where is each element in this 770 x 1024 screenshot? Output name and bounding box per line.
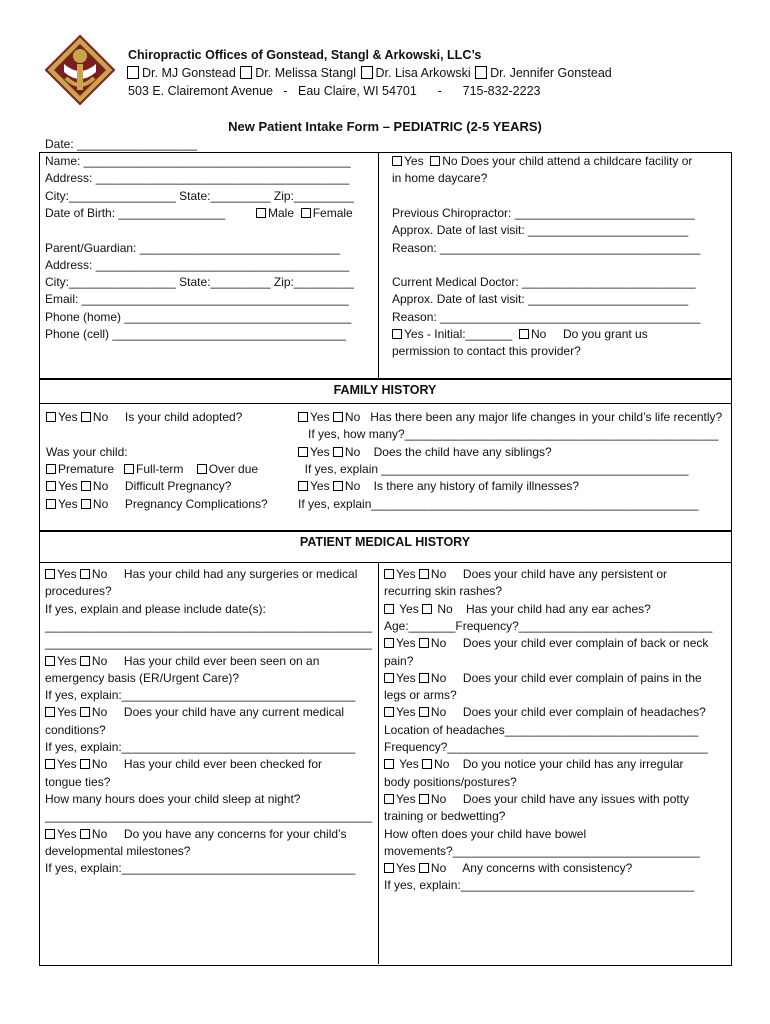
doctor-list bbox=[126, 66, 612, 80]
checkbox[interactable] bbox=[81, 412, 91, 422]
checkbox[interactable] bbox=[422, 759, 432, 769]
form-line[interactable]: If yes, explain:___________________________________ bbox=[45, 740, 356, 754]
checkbox[interactable] bbox=[46, 481, 56, 491]
form-line: legs or arms? bbox=[384, 688, 457, 703]
form-line[interactable]: Reason: _______________________________________ bbox=[392, 309, 701, 324]
form-line[interactable]: Approx. Date of last visit: ________________________ bbox=[392, 292, 689, 307]
checkbox[interactable] bbox=[45, 829, 55, 839]
form-line[interactable]: City:________________ State:_________ Zip:_________ bbox=[45, 275, 354, 290]
form-line[interactable]: City:________________ State:_________ Zip:_________ bbox=[45, 188, 354, 203]
form-line: procedures? bbox=[45, 584, 112, 599]
form-line[interactable]: Yes No Does your child ever complain of back or neck bbox=[384, 635, 708, 652]
family-history-heading: FAMILY HISTORY bbox=[333, 383, 437, 397]
doctor-name: Dr. Jennifer Gonstead bbox=[490, 66, 612, 80]
checkbox[interactable] bbox=[124, 464, 134, 474]
form-line[interactable]: Date of Birth: ________________ bbox=[45, 205, 246, 220]
form-line[interactable]: Yes No Does your child ever complain of pains in the bbox=[384, 670, 702, 687]
form-line: How many hours does your child sleep at night? bbox=[45, 791, 301, 806]
doctor-checkbox[interactable] bbox=[361, 66, 373, 79]
doctor-name: Dr. MJ Gonstead bbox=[142, 66, 236, 80]
form-line: permission to contact this provider? bbox=[392, 344, 581, 359]
checkbox[interactable] bbox=[384, 759, 394, 769]
form-line[interactable]: If yes, how many?_______________________________________________ bbox=[298, 427, 719, 442]
form-line[interactable]: Yes No Has your child had any surgeries or medical bbox=[45, 566, 357, 583]
form-line: emergency basis (ER/Urgent Care)? bbox=[45, 670, 240, 685]
form-line[interactable]: Address: ______________________________________ bbox=[45, 257, 350, 272]
form-line[interactable]: Yes - Initial:_______ No Do you grant us bbox=[392, 326, 648, 343]
form-line[interactable]: Age:_______Frequency?_____________________________ bbox=[384, 618, 713, 633]
form-line[interactable]: Yes No Do you notice your child has any irregular bbox=[384, 756, 684, 773]
checkbox[interactable] bbox=[384, 638, 394, 648]
form-title: New Patient Intake Form – PEDIATRIC (2-5 YEARS) bbox=[228, 119, 542, 134]
doctor-checkbox[interactable] bbox=[127, 66, 139, 79]
form-line[interactable]: Yes No Is there any history of family illnesses? bbox=[298, 478, 579, 495]
checkbox[interactable] bbox=[80, 707, 90, 717]
sex-checkbox[interactable] bbox=[256, 208, 266, 218]
practice-logo bbox=[44, 34, 116, 106]
checkbox[interactable] bbox=[333, 412, 343, 422]
doctor-checkbox[interactable] bbox=[240, 66, 252, 79]
checkbox[interactable] bbox=[80, 759, 90, 769]
form-line[interactable]: Premature Full-term Over due bbox=[46, 461, 258, 478]
checkbox[interactable] bbox=[384, 569, 394, 579]
form-line[interactable]: Yes No Do you have any concerns for your child’s bbox=[45, 826, 347, 843]
checkbox[interactable] bbox=[298, 447, 308, 457]
checkbox[interactable] bbox=[45, 759, 55, 769]
checkbox[interactable] bbox=[422, 604, 432, 614]
form-line[interactable]: _________________________________________________ bbox=[45, 618, 373, 633]
form-line: developmental milestones? bbox=[45, 843, 191, 858]
practice-name: Chiropractic Offices of Gonstead, Stangl & Arkowski, LLC’s bbox=[128, 48, 482, 62]
form-line[interactable]: Yes No Does your child ever complain of headaches? bbox=[384, 704, 706, 721]
form-line[interactable]: Reason: _______________________________________ bbox=[392, 240, 701, 255]
sex-option-label: Female bbox=[312, 205, 353, 220]
sex-checkbox[interactable] bbox=[301, 208, 311, 218]
form-line: tongue ties? bbox=[45, 774, 111, 789]
form-line[interactable]: Yes No Difficult Pregnancy? bbox=[46, 478, 231, 495]
checkbox[interactable] bbox=[46, 464, 56, 474]
form-line[interactable]: If yes, explain:___________________________________ bbox=[384, 878, 695, 893]
doctor-checkbox[interactable] bbox=[475, 66, 487, 79]
checkbox[interactable] bbox=[45, 656, 55, 666]
form-line: If yes, explain and please include date(s): bbox=[45, 601, 266, 616]
checkbox[interactable] bbox=[298, 481, 308, 491]
checkbox[interactable] bbox=[45, 569, 55, 579]
checkbox[interactable] bbox=[80, 569, 90, 579]
form-line[interactable]: Name: ________________________________________ bbox=[45, 154, 351, 168]
form-line[interactable]: If yes, explain ______________________________________________ bbox=[298, 461, 689, 476]
sex-option-label: Male bbox=[268, 205, 301, 220]
checkbox[interactable] bbox=[384, 604, 394, 614]
form-line: training or bedwetting? bbox=[384, 809, 506, 824]
form-line: How often does your child have bowel bbox=[384, 826, 587, 841]
form-line[interactable]: Yes No Pregnancy Complications? bbox=[46, 496, 268, 513]
checkbox[interactable] bbox=[430, 156, 440, 166]
checkbox[interactable] bbox=[197, 464, 207, 474]
form-line[interactable]: Approx. Date of last visit: ________________________ bbox=[392, 223, 689, 238]
form-line[interactable]: Yes No Has your child ever been seen on an bbox=[45, 653, 319, 670]
section-divider bbox=[39, 562, 731, 563]
form-line[interactable]: Current Medical Doctor: __________________________ bbox=[392, 275, 696, 290]
checkbox[interactable] bbox=[298, 412, 308, 422]
checkbox[interactable] bbox=[46, 499, 56, 509]
checkbox[interactable] bbox=[419, 569, 429, 579]
checkbox[interactable] bbox=[419, 638, 429, 648]
practice-address: 503 E. Clairemont Avenue - Eau Claire, WI 54701 - 715-832-2223 bbox=[128, 84, 541, 98]
checkbox[interactable] bbox=[80, 829, 90, 839]
checkbox[interactable] bbox=[81, 481, 91, 491]
form-line: Was your child: bbox=[46, 444, 128, 459]
checkbox[interactable] bbox=[419, 863, 429, 873]
checkbox[interactable] bbox=[392, 329, 402, 339]
checkbox[interactable] bbox=[419, 794, 429, 804]
form-line[interactable]: Yes No Has your child ever been checked for bbox=[45, 756, 322, 773]
form-line[interactable]: Frequency?_______________________________________ bbox=[384, 740, 708, 754]
checkbox[interactable] bbox=[384, 707, 394, 717]
form-line: pain? bbox=[384, 653, 414, 668]
form-line[interactable]: Yes No Does the child have any siblings? bbox=[298, 444, 552, 461]
doctor-name: Dr. Melissa Stangl bbox=[255, 66, 357, 80]
checkbox[interactable] bbox=[519, 329, 529, 339]
checkbox[interactable] bbox=[384, 863, 394, 873]
column-divider bbox=[378, 562, 379, 964]
checkbox[interactable] bbox=[45, 707, 55, 717]
form-line[interactable]: Email: ________________________________________ bbox=[45, 292, 349, 307]
form-line[interactable]: Phone (home) __________________________________ bbox=[45, 309, 352, 324]
checkbox[interactable] bbox=[392, 156, 402, 166]
form-line[interactable]: Address: ______________________________________ bbox=[45, 171, 350, 186]
form-line[interactable]: Yes No Does your child attend a childcare facility or bbox=[392, 153, 692, 170]
form-line: conditions? bbox=[45, 722, 106, 737]
form-line[interactable]: movements?_____________________________________ bbox=[384, 843, 700, 858]
form-line[interactable]: If yes, explain:___________________________________ bbox=[45, 688, 356, 703]
form-line: in home daycare? bbox=[392, 171, 488, 186]
checkbox[interactable] bbox=[81, 499, 91, 509]
medical-history-heading: PATIENT MEDICAL HISTORY bbox=[299, 535, 471, 549]
form-line[interactable]: _________________________________________________ bbox=[45, 636, 373, 651]
form-line[interactable]: If yes, explain_________________________________________________ bbox=[298, 496, 699, 511]
checkbox[interactable] bbox=[419, 707, 429, 717]
form-line[interactable]: Yes No Has there been any major life changes in your child’s life recently? bbox=[298, 409, 722, 426]
form-line[interactable]: Yes No Is your child adopted? bbox=[46, 409, 242, 426]
form-line[interactable]: Location of headaches_____________________________ bbox=[384, 722, 699, 737]
form-line[interactable]: Yes No Does your child have any issues with potty bbox=[384, 791, 689, 808]
form-line[interactable]: Previous Chiropractor: ___________________________ bbox=[392, 205, 695, 220]
checkbox[interactable] bbox=[419, 673, 429, 683]
date-field[interactable]: Date: __________________ bbox=[45, 137, 198, 151]
checkbox[interactable] bbox=[384, 794, 394, 804]
checkbox[interactable] bbox=[333, 447, 343, 457]
form-line[interactable]: Phone (cell) ___________________________________ bbox=[45, 327, 346, 341]
form-line[interactable]: _________________________________________________ bbox=[45, 809, 373, 824]
column-divider bbox=[378, 152, 379, 379]
form-line[interactable]: Yes No Does your child have any current medical bbox=[45, 704, 344, 721]
form-line: body positions/postures? bbox=[384, 774, 517, 789]
form-line[interactable]: If yes, explain:___________________________________ bbox=[45, 861, 356, 876]
sex-options bbox=[256, 205, 353, 222]
form-line[interactable]: Yes No Any concerns with consistency? bbox=[384, 860, 632, 877]
form-line[interactable]: Yes No Has your child had any ear aches? bbox=[384, 601, 651, 618]
form-line[interactable]: Parent/Guardian: ______________________________ bbox=[45, 240, 340, 255]
doctor-name: Dr. Lisa Arkowski bbox=[375, 66, 471, 80]
form-line: recurring skin rashes? bbox=[384, 584, 503, 599]
checkbox[interactable] bbox=[333, 481, 343, 491]
checkbox[interactable] bbox=[384, 673, 394, 683]
section-divider bbox=[39, 403, 731, 404]
form-line[interactable]: Yes No Does your child have any persistent or bbox=[384, 566, 667, 583]
checkbox[interactable] bbox=[80, 656, 90, 666]
checkbox[interactable] bbox=[46, 412, 56, 422]
